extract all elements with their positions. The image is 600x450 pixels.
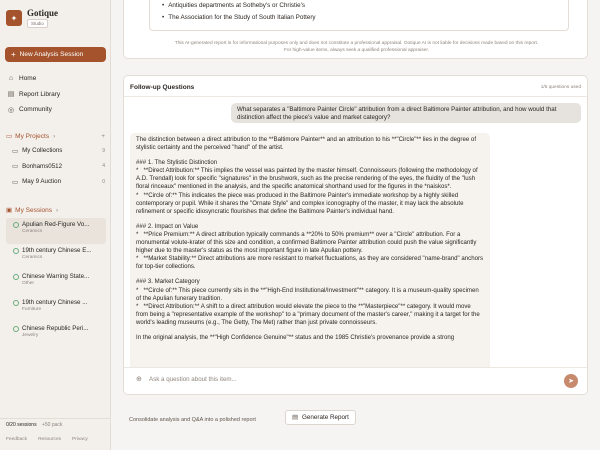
nav-label: Community [19, 106, 52, 114]
project-count: 4 [102, 163, 105, 170]
quota-used: 0/20 sessions [6, 422, 37, 428]
document-icon: ▤ [292, 414, 298, 421]
footer-link-resources[interactable]: Resources [38, 437, 62, 442]
home-icon: ⌂ [8, 75, 14, 83]
project-label: May 9 Auction [22, 178, 62, 186]
project-count: 9 [102, 147, 105, 154]
footer-link-feedback[interactable]: Feedback [6, 437, 28, 442]
projects-list [12, 143, 105, 190]
followup-count: 1/5 questions used [540, 85, 581, 90]
plus-icon: + [11, 50, 16, 59]
check-circle-icon [13, 248, 19, 254]
session-title: Chinese Warring State... [22, 273, 90, 280]
disclaimer-line: This AI-generated report is for informational purposes only and does not constitute a professional appraisal. Gotique AI is not liable for decisions made based on this report. [174, 41, 539, 46]
session-category: Jewelry [22, 333, 39, 338]
assistant-answer-bubble [130, 133, 490, 373]
check-circle-icon [13, 300, 19, 306]
question-input[interactable]: Ask a question about this item... [149, 376, 237, 383]
nav-label: Home [19, 75, 37, 83]
followup-title: Follow-up Questions [130, 84, 195, 91]
brand-badge: Studio [27, 19, 48, 28]
new-analysis-session-button[interactable] [5, 47, 106, 62]
attach-icon[interactable]: ⊕ [136, 376, 142, 383]
send-button[interactable]: ➤ [564, 374, 578, 388]
nav-item-home[interactable] [6, 71, 106, 87]
session-category: Ceramics [22, 229, 43, 234]
project-item[interactable] [12, 159, 105, 175]
sessions-header[interactable] [6, 206, 105, 214]
community-icon: ◎ [7, 106, 15, 114]
session-title: 19th century Chinese ... [22, 299, 88, 306]
project-label: Bonhams0512 [22, 162, 63, 170]
report-icon: ▤ [7, 91, 15, 99]
nav-item-community[interactable] [6, 102, 106, 118]
answer-paragraph: ### 2. Impact on Value * **Price Premium:** A direct attribution typically commands a **20% to 50% premium** over a "Circle" attribution. For a monumental volute-krater of this size and condition, a confirmed Baltimore Painter attribution could push the value significantly higher due to the master's status as the most important figure in late Apulian pottery. * **Market Stability:** Direct attributions are more resistant to market fluctuations, as they are considered "name-brand" anchors for top-tier collections. [136, 222, 484, 271]
check-circle-icon [13, 274, 19, 280]
followup-card [123, 75, 588, 395]
main-content [111, 0, 600, 450]
session-title: Apulian Red-Figure Vo... [22, 221, 90, 228]
disclaimer-line: For high-value items, always seek a qualified professional appraiser. [283, 48, 430, 53]
answer-paragraph: ### 3. Market Category * **Circle of:** This piece currently sits in the **"High-End Institutional/Investment"** category. It is a museum-quality specimen of the Apulian funerary tradition. * **Direct Attribution:** A shift to a direct attribution would elevate the piece to the **"Masterpiece"** category. It would move from being a "representative example of the workshop" to a "primary document of the master's career," making it a target for the world's leading museums (e.g., The Getty, The Met) rather than just private connoisseurs. [136, 278, 480, 326]
referral-item: • Antiquities departments at Sotheby's or Christie's [162, 2, 305, 9]
project-item[interactable] [12, 143, 105, 159]
check-circle-icon [13, 326, 19, 332]
session-title: 19th century Chinese E... [22, 247, 92, 254]
projects-title: My Projects [15, 132, 50, 140]
folder-icon: ▭ [6, 133, 13, 140]
nav-item-report-library[interactable] [6, 87, 106, 103]
session-item[interactable] [6, 322, 106, 348]
chevron-right-icon: › [56, 206, 59, 214]
footer-link-privacy[interactable]: Privacy [72, 437, 88, 442]
main-nav [6, 71, 106, 118]
referral-item: • The Association for the Study of South Italian Pottery [162, 14, 316, 21]
session-title: Chinese Republic Peri... [22, 325, 89, 332]
logo-icon: ✦ [6, 10, 22, 26]
session-item[interactable] [6, 244, 106, 270]
brand-name: Gotique [27, 8, 59, 18]
answer-paragraph: ### 1. The Stylistic Distinction * **Direct Attribution:** This implies the vessel was painted by the master himself. Connoisseurs (following the methodology of A.D. Trendall) look for specific "signatures" in the brushwork, such as the precise rendering of the eyes, the fluidity of the "lush floral rinceaux" mentioned in the analysis, and the specific anatomical shorthand used for the figures in the *naiskos*. * **Circle of:** This indicates the piece was produced in the Baltimore Painter's immediate workshop by a highly skilled contemporary or pupil. While it shares the "Ornate Style" and complex iconography of the master, it may lack the absolute refinement or specific idiosyncratic flourishes that define the Baltimore Painter's individual hand. [136, 159, 478, 215]
quota-pack-link[interactable]: +50 pack [41, 422, 63, 428]
referral-box [149, 0, 569, 31]
new-session-label: New Analysis Session [19, 51, 84, 58]
session-quota [6, 422, 62, 428]
footer-links [6, 437, 88, 442]
answer-paragraph: In the original analysis, the **"High Confidence Genuine"** status and the 1985 Christie's provenance provide a strong [136, 333, 455, 341]
session-item[interactable] [6, 270, 106, 296]
sessions-title: My Sessions [15, 206, 53, 214]
project-count: 0 [102, 178, 105, 185]
folder-icon: ▭ [12, 178, 19, 186]
answer-paragraph: The distinction between a direct attribution to the **Baltimore Painter** and an attribution to his **"Circle"** lies in the degree of stylistic certainty and the perceived "hand" of the artist. [136, 136, 478, 152]
folder-icon: ▭ [12, 163, 19, 171]
project-item[interactable] [12, 174, 105, 190]
divider [124, 96, 587, 97]
session-category: Ceramics [22, 255, 43, 260]
projects-header[interactable] [6, 132, 105, 140]
session-category: Furniture [22, 307, 42, 312]
generate-report-button[interactable] [285, 410, 356, 425]
sidebar [0, 0, 111, 450]
chevron-right-icon: › [53, 132, 56, 140]
session-item[interactable] [6, 218, 106, 244]
sidebar-footer-divider [0, 418, 111, 419]
nav-label: Report Library [19, 90, 61, 98]
consolidate-text: Consolidate analysis and Q&A into a polished report [129, 417, 256, 423]
brand[interactable] [6, 8, 58, 28]
folder-icon: ▭ [12, 147, 19, 155]
project-label: My Collections [22, 147, 63, 155]
sessions-icon: ▣ [6, 207, 13, 214]
disclaimer [144, 40, 569, 54]
user-question-bubble: What separates a "Baltimore Painter Circle" attribution from a direct Baltimore Painter attribution, and how would that distinction affect the piece's value and market category? [231, 103, 581, 123]
check-circle-icon [13, 222, 19, 228]
session-category: Other [22, 281, 34, 286]
sessions-list [6, 218, 106, 348]
session-item[interactable] [6, 296, 106, 322]
question-input-bar [124, 367, 587, 395]
generate-label: Generate Report [301, 414, 349, 421]
add-project-button[interactable]: + [101, 132, 105, 140]
report-card [123, 0, 588, 59]
